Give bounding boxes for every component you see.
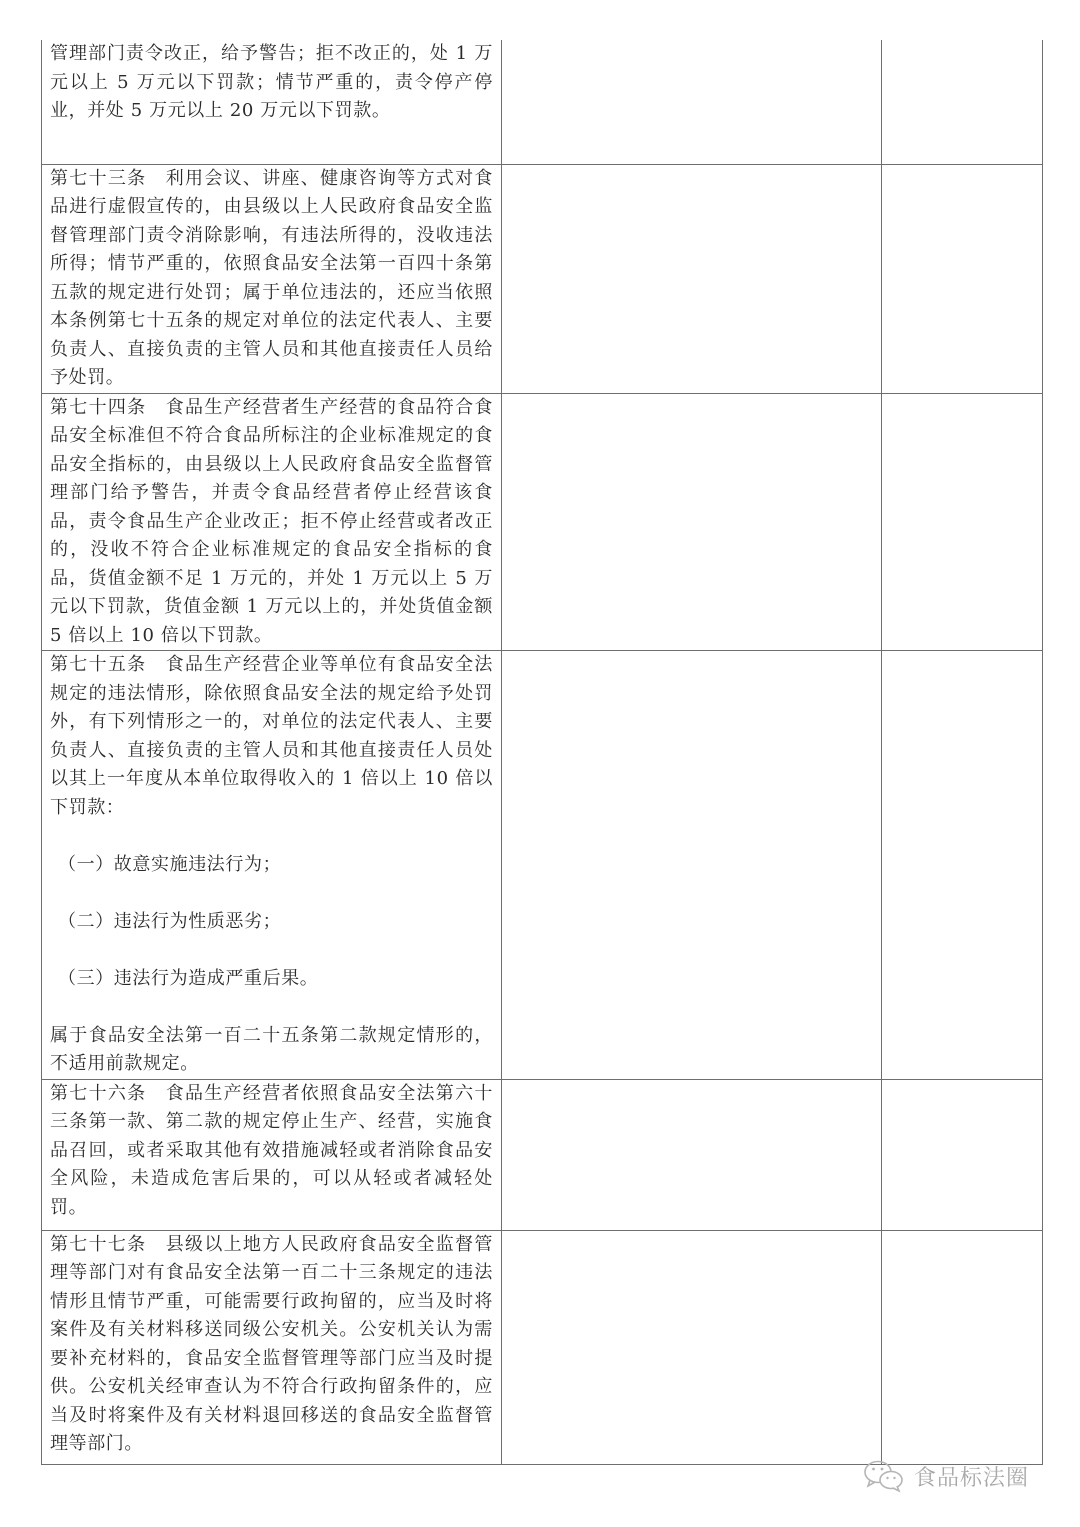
revision-cell: [502, 164, 882, 393]
comparison-table: [41, 40, 1043, 1465]
note-cell: [882, 1230, 1043, 1464]
article-text-cell: [42, 164, 502, 393]
article-text: [42, 165, 501, 393]
wechat-icon: [862, 1458, 906, 1494]
article-text-cell: [42, 1230, 502, 1464]
article-text: [42, 40, 501, 154]
blank-line: [50, 126, 493, 155]
article-text-cell: [42, 393, 502, 651]
table-row: [42, 1230, 1043, 1464]
list-item: （一）故意实施违法行为；: [58, 853, 282, 875]
watermark-text: 食品标法圈: [914, 1465, 1030, 1491]
note-cell: [882, 1079, 1043, 1230]
article-text: [42, 1080, 501, 1223]
blank-line: [50, 993, 493, 1022]
table-row: [42, 164, 1043, 393]
blank-line: [50, 879, 493, 908]
watermark: [862, 1456, 1029, 1496]
table-row: [42, 1079, 1043, 1230]
revision-cell: [502, 651, 882, 1080]
note-cell: [882, 40, 1043, 164]
list-item: （二）违法行为性质恶劣；: [58, 910, 282, 932]
note-cell: [882, 393, 1043, 651]
paragraph: 第七十四条 食品生产经营者生产经营的食品符合食品安全标准但不符合食品所标注的企业标准规定的食品安全指标的，由县级以上人民政府食品安全监督管理部门给予警告，并责令食品经营者停止经营该食品，责令食品生产企业改正；拒不停止经营或者改正的，没收不符合企业标准规定的食品安全指标的食品，货值金额不足 1 万元的，并处 1 万元以上 5 万元以下罚款，货值金额 1 万元以上的，并处货值金额 5 倍以上 10 倍以下罚款。: [50, 396, 500, 646]
article-text: [42, 394, 501, 651]
table-body: [42, 40, 1043, 1464]
table-row: [42, 651, 1043, 1080]
article-text-cell: [42, 40, 502, 164]
article-text-cell: [42, 651, 502, 1080]
paragraph: 管理部门责令改正，给予警告；拒不改正的，处 1 万元以上 5 万元以下罚款；情节严重的，责令停产停业，并处 5 万元以上 20 万元以下罚款。: [50, 43, 493, 121]
paragraph: 第七十六条 食品生产经营者依照食品安全法第六十三条第一款、第二款的规定停止生产、经营，实施食品召回，或者采取其他有效措施减轻或者消除食品安全风险，未造成危害后果的，可以从轻或者减轻处罚。: [50, 1082, 493, 1218]
paragraph: 第七十三条 利用会议、讲座、健康咨询等方式对食品进行虚假宣传的，由县级以上人民政府食品安全监督管理部门责令消除影响，有违法所得的，没收违法所得；情节严重的，依照食品安全法第一百四十条第五款的规定进行处罚；属于单位违法的，还应当依照本条例第七十五条的规定对单位的法定代表人、主要负责人、直接负责的主管人员和其他直接责任人员给予处罚。: [50, 167, 493, 388]
note-cell: [882, 164, 1043, 393]
paragraph: 属于食品安全法第一百二十五条第二款规定情形的，不适用前款规定。: [50, 1024, 493, 1074]
paragraph: 第七十七条 县级以上地方人民政府食品安全监督管理等部门对有食品安全法第一百二十三条规定的违法情形且情节严重，可能需要行政拘留的，应当及时将案件及有关材料移送同级公安机关。公安机关认为需要补充材料的，食品安全监督管理等部门应当及时提供。公安机关经审查认为不符合行政拘留条件的，应当及时将案件及有关材料退回移送的食品安全监督管理等部门。: [50, 1233, 493, 1454]
note-cell: [882, 651, 1043, 1080]
table-row: [42, 393, 1043, 651]
revision-cell: [502, 393, 882, 651]
blank-line: [50, 822, 493, 851]
article-text-cell: [42, 1079, 502, 1230]
list-item: （三）违法行为造成严重后果。: [58, 967, 319, 989]
revision-cell: [502, 1079, 882, 1230]
paragraph: 第七十五条 食品生产经营企业等单位有食品安全法规定的违法情形，除依照食品安全法的规定给予处罚外，有下列情形之一的，对单位的法定代表人、主要负责人、直接负责的主管人员和其他直接责任人员处以其上一年度从本单位取得收入的 1 倍以上 10 倍以下罚款：: [50, 654, 493, 818]
article-text: [42, 651, 501, 1079]
blank-line: [50, 936, 493, 965]
article-text: [42, 1231, 501, 1459]
revision-cell: [502, 40, 882, 164]
table-row: [42, 40, 1043, 164]
revision-cell: [502, 1230, 882, 1464]
